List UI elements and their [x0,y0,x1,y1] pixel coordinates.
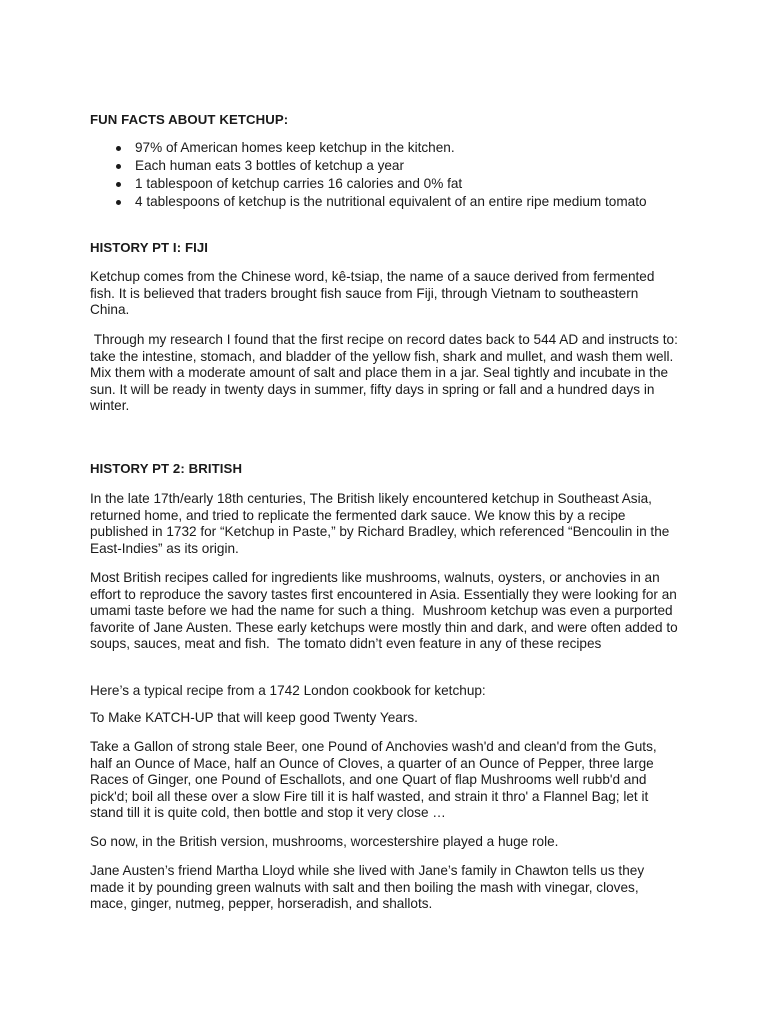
fiji-paragraph-2: Through my research I found that the first recipe on record dates back to 544 AD and instructs to: take the intestine, stomach, and bladder of the yellow fish, shark and mullet, and wash them well. Mix them with a moderate amount of salt and place them in a jar. Seal tightly and incubate in the sun. It will be ready in twenty days in summer, fifty days in spring or fall and a hundred days in winter. [90,332,682,414]
fun-facts-list [90,139,678,211]
british-paragraph-4: To Make KATCH-UP that will keep good Twenty Years. [90,710,418,725]
british-paragraph-7: Jane Austen’s friend Martha Lloyd while she lived with Jane’s family in Chawton tells us they made it by pounding green walnuts with salt and then boiling the mash with vinegar, cloves, mace, ginger, nutmeg, pepper, horseradish, and shallots. [90,863,645,912]
british-paragraph-3: Here’s a typical recipe from a 1742 London cookbook for ketchup: [90,683,486,698]
fiji-heading: HISTORY PT I: FIJI [90,240,209,255]
bullet-icon [116,200,121,205]
british-paragraph-1: In the late 17th/early 18th centuries, The British likely encountered ketchup in Southeast Asia, returned home, and tried to replicate the fermented dark sauce. We know this by a recipe published in 1732 for “Ketchup in Paste,” by Richard Bradley, which referenced “Bencoulin in the East-Indies” as its origin. [90,491,670,556]
fiji-paragraph-1: Ketchup comes from the Chinese word, kê-tsiap, the name of a sauce derived from fermented fish. It is believed that traders brought fish sauce from Fiji, through Vietnam to southeastern China. [90,269,655,318]
bullet-icon [116,164,121,169]
bullet-icon [116,182,121,187]
british-heading: HISTORY PT 2: BRITISH [90,461,243,476]
list-item: 4 tablespoons of ketchup is the nutritional equivalent of an entire ripe medium tomato [90,193,678,211]
fun-facts-heading: FUN FACTS ABOUT KETCHUP: [90,112,289,127]
british-paragraph-6: So now, in the British version, mushrooms, worcestershire played a huge role. [90,834,559,849]
british-paragraph-5: Take a Gallon of strong stale Beer, one Pound of Anchovies wash'd and clean'd from the Guts, half an Ounce of Mace, half an Ounce of Cloves, a quarter of an Ounce of Pepper, three large Races of Ginger, one Pound of Eschallots, and one Quart of flap Mushrooms well rubb'd and pick'd; boil all these over a slow Fire till it is half wasted, and strain it thro' a Flannel Bag; let it stand till it is quite cold, then bottle and stop it very close … [90,739,657,821]
list-item: Each human eats 3 bottles of ketchup a year [90,157,678,175]
list-item: 1 tablespoon of ketchup carries 16 calories and 0% fat [90,175,678,193]
list-item: 97% of American homes keep ketchup in the kitchen. [90,139,678,157]
bullet-icon [116,146,121,151]
british-paragraph-2: Most British recipes called for ingredients like mushrooms, walnuts, oysters, or anchovies in an effort to reproduce the savory tastes first encountered in Asia. Essentially they were looking for an umami taste before we had the name for such a thing. Mushroom ketchup was even a purported favorite of Jane Austen. These early ketchups were mostly thin and dark, and were often added to soups, sauces, meat and fish. The tomato didn’t even feature in any of these recipes [90,570,682,652]
